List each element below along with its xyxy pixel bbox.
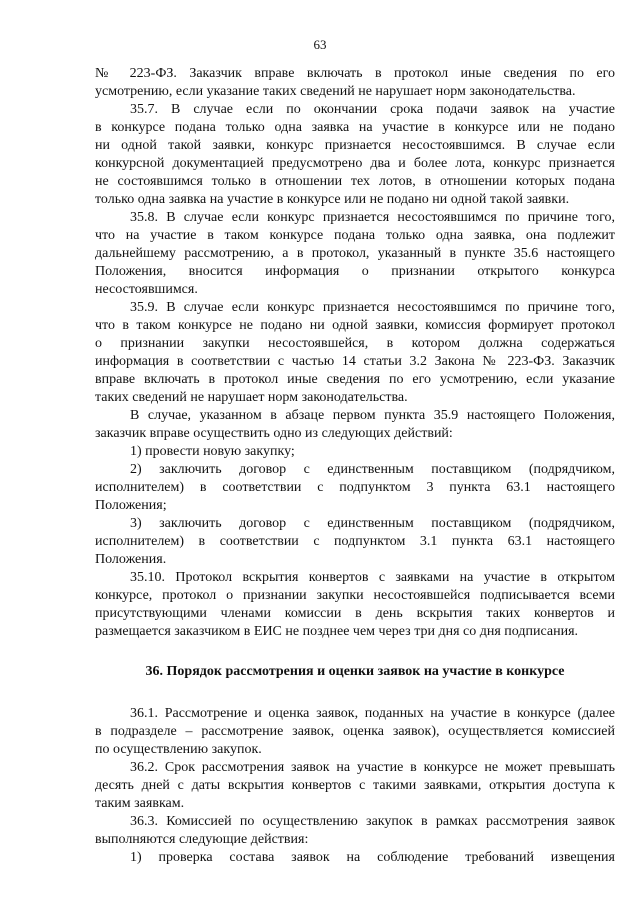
section-36-text — [95, 705, 615, 867]
text-line: ни одной такой заявки, конкурс признается несостоявшимся. В случае если — [95, 138, 615, 153]
text-line: что на участие в таком конкурсе подана только одна заявка, она подлежит — [95, 228, 615, 243]
text-line: о признании закупки несостоявшейся, в котором должна содержаться — [95, 336, 615, 351]
text-line: 35.7. В случае если по окончании срока подачи заявок на участие — [130, 102, 615, 117]
text-line: по осуществлению закупок. — [95, 742, 262, 757]
text-line: заказчик вправе осуществить одно из следующих действий: — [95, 426, 453, 441]
text-line: усмотрению, если указание таких сведений не нарушает норм законодательства. — [95, 84, 576, 99]
text-line: 1) провести новую закупку; — [130, 444, 295, 459]
text-line: дальнейшему рассмотрению, а в протокол, указанный в пункте 35.6 настоящего — [95, 246, 615, 261]
text-line: 1) проверка состава заявок на соблюдение требований извещения — [130, 850, 615, 865]
text-line: конкурсе, протокол о признании закупки несостоявшейся подписывается всеми — [95, 588, 615, 603]
text-line: 35.8. В случае если конкурс признается несостоявшимся по причине того, — [130, 210, 615, 225]
text-line: Положения, вносится информация о признании открытого конкурса — [95, 264, 615, 279]
text-line: в конкурсе подана только одна заявка на участие в конкурсе или не подано — [95, 120, 615, 135]
page-number: 63 — [313, 37, 327, 52]
text-line: 36.1. Рассмотрение и оценка заявок, поданных на участие в конкурсе (далее — [130, 706, 615, 721]
text-line: № 223-ФЗ. Заказчик вправе включать в протокол иные сведения по его — [95, 66, 615, 81]
text-line: исполнителем) в соответствии с подпунктом 3 пункта 63.1 настоящего — [95, 480, 615, 495]
text-line: Положения. — [95, 552, 167, 567]
section-35-text — [95, 65, 615, 641]
text-line: размещается заказчиком в ЕИС не позднее чем через три дня со дня подписания. — [95, 624, 579, 639]
text-line: 2) заключить договор с единственным поставщиком (подрядчиком, — [130, 462, 615, 477]
text-line: 35.10. Протокол вскрытия конвертов с заявками на участие в открытом — [130, 570, 615, 585]
text-line: выполняются следующие действия: — [95, 832, 309, 847]
text-line: что в таком конкурсе не подано ни одной заявки, комиссия формирует протокол — [95, 318, 615, 333]
text-line: конкурсной документацией предусмотрено два и более лота, конкурс признается — [95, 156, 615, 171]
text-line: таких сведений не нарушает норм законодательства. — [95, 390, 408, 405]
text-line: 36.3. Комиссией по осуществлению закупок в рамках рассмотрения заявок — [130, 814, 615, 829]
text-line: только одна заявка на участие в конкурсе или не подано ни одной такой заявки. — [95, 192, 570, 207]
text-line: десять дней с даты вскрытия конвертов с такими заявками, открытия доступа к — [95, 778, 615, 793]
text-line: таким заявкам. — [95, 796, 185, 811]
text-line: в подразделе – рассмотрение заявок, оценка заявок), осуществляется комиссией — [95, 724, 615, 739]
text-line: В случае, указанном в абзаце первом пункта 35.9 настоящего Положения, — [130, 408, 615, 423]
text-line: 35.9. В случае если конкурс признается несостоявшимся по причине того, — [130, 300, 615, 315]
section-36-heading: 36. Порядок рассмотрения и оценки заявок на участие в конкурсе — [145, 664, 565, 679]
text-line: вправе включать в протокол иные сведения по его усмотрению, если указание — [95, 372, 615, 387]
text-line: информация в соответствии с частью 14 статьи 3.2 Закона № 223-ФЗ. Заказчик — [95, 354, 615, 369]
text-line: 36.2. Срок рассмотрения заявок на участие в конкурсе не может превышать — [130, 760, 615, 775]
text-line: несостоявшимся. — [95, 282, 198, 297]
text-line: исполнителем) в соответствии с подпунктом 3.1 пункта 63.1 настоящего — [95, 534, 615, 549]
text-line: присутствующими членами комиссии в день вскрытия таких конвертов и — [95, 606, 615, 621]
text-line: Положения; — [95, 498, 167, 513]
text-line: 3) заключить договор с единственным поставщиком (подрядчиком, — [130, 516, 615, 531]
document-body — [95, 65, 615, 867]
text-line: не состоявшимся только в отношении тех лотов, в отношении которых подана — [95, 174, 615, 189]
